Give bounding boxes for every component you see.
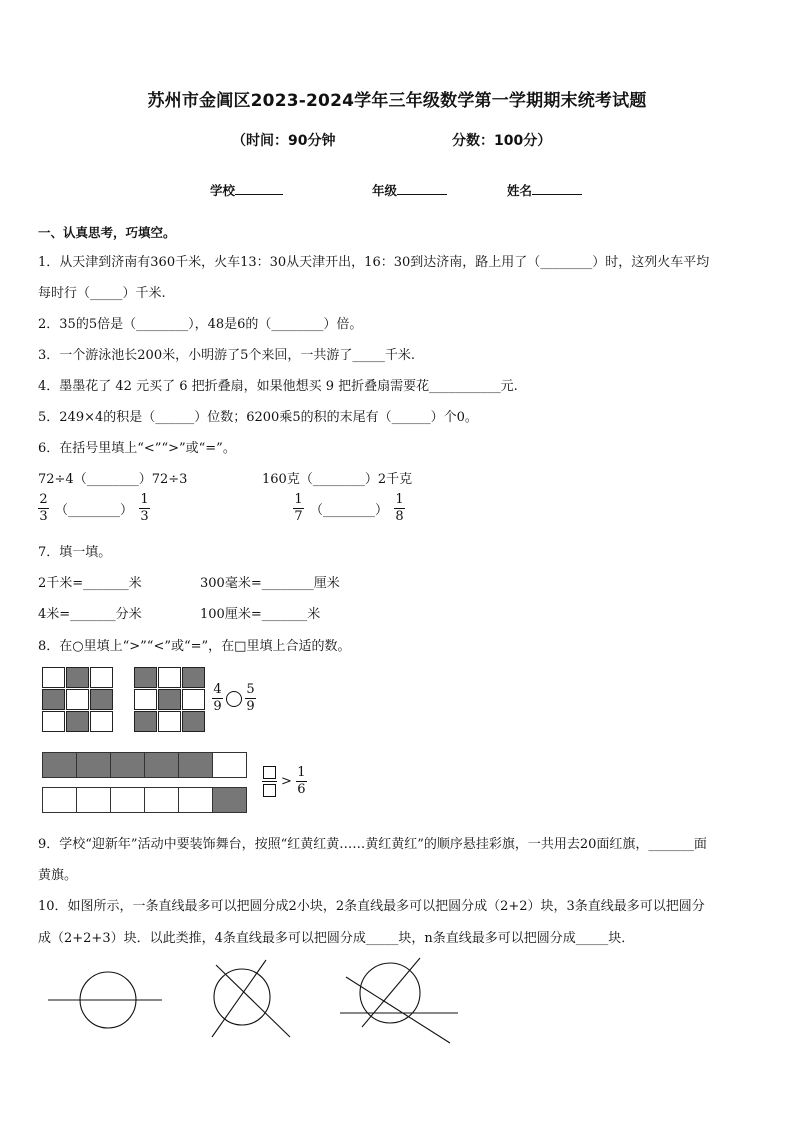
fraction-compare	[212, 682, 256, 715]
question-1-line-2: 每时行（_____）千米.	[38, 286, 166, 301]
fraction: $\frac{2}{3}$	[39, 492, 48, 524]
name-label: 姓名	[507, 183, 533, 198]
question-1-line-1: 1．从天津到济南有360千米，火车13：30从天津开出，16：30到达济南，路上用了（________）时，这列火车平均	[38, 255, 710, 270]
question-9-line-2: 黄旗。	[38, 868, 78, 883]
question-6-a: 72÷4（________）72÷3	[38, 472, 188, 487]
question-10-line-1: 10．如图所示，一条直线最多可以把圆分成2小块，2条直线最多可以把圆分成（2+2）块，3条直线最多可以把圆分	[38, 899, 705, 914]
question-7-c: 4米=_______分米	[38, 607, 142, 622]
compare-circle[interactable]	[225, 690, 243, 708]
question-7-a: 2千米=_______米	[38, 576, 142, 591]
exam-time: （时间：90分钟	[232, 133, 336, 149]
grade-blank[interactable]	[397, 182, 447, 195]
school-field[interactable]	[210, 181, 283, 199]
question-8-prompt: 8．在○里填上“>”“<”或“=”，在□里填上合适的数。	[38, 639, 351, 654]
fraction: $\frac{5}{9}$	[246, 682, 255, 714]
question-5: 5．249×4的积是（______）位数；6200乘5的积的末尾有（______）个0。	[38, 410, 478, 425]
grade-label: 年级	[372, 183, 398, 198]
grade-field[interactable]	[372, 181, 447, 199]
question-10-line-2: 成（2+2+3）块．以此类推，4条直线最多可以把圆分成_____块，n条直线最多可以把圆分成_____块．	[38, 931, 635, 946]
fraction: $\frac{1}{7}$	[294, 492, 303, 524]
question-4: 4．墨墨花了 42 元买了 6 把折叠扇，如果他想买 9 把折叠扇需要花___________元.	[38, 379, 518, 394]
circle-two-lines	[212, 960, 290, 1037]
question-7-b: 300毫米=________厘米	[200, 576, 340, 591]
name-blank[interactable]	[532, 182, 582, 195]
question-3: 3．一个游泳池长200米，小明游了5个来回，一共游了_____千米.	[38, 348, 415, 363]
question-6-d	[293, 492, 405, 525]
page-title: 苏州市金阊区2023-2024学年三年级数学第一学期期末统考试题	[147, 91, 647, 111]
section-heading: 一、认真思考，巧填空。	[38, 225, 176, 240]
fraction: $\frac{1}{6}$	[297, 765, 306, 797]
circle-one-line	[48, 972, 162, 1028]
fraction: $\frac{1}{3}$	[140, 492, 149, 524]
name-field[interactable]	[507, 181, 582, 199]
box-fraction[interactable]	[262, 766, 277, 797]
greater-than-sign: >	[281, 774, 292, 789]
compare-blank[interactable]: （________）	[310, 503, 389, 518]
question-6-c	[38, 492, 150, 525]
fraction: $\frac{1}{8}$	[395, 492, 404, 524]
strip-figure-top	[42, 752, 246, 778]
compare-blank[interactable]: （________）	[55, 503, 134, 518]
circle-line-figures	[40, 955, 470, 1050]
school-label: 学校	[210, 183, 236, 198]
question-9-line-1: 9．学校“迎新年”活动中要装饰舞台，按照“红黄红黄……黄红黄红”的顺序悬挂彩旗，一共用去20面红旗，_______面	[38, 837, 707, 852]
question-7-d: 100厘米=_______米	[200, 607, 321, 622]
box-fraction-compare	[262, 765, 307, 798]
circle-three-lines	[340, 958, 458, 1043]
strip-figure-bottom	[42, 787, 246, 813]
school-blank[interactable]	[235, 182, 283, 195]
question-6-b: 160克（________）2千克	[262, 472, 413, 487]
question-6-prompt: 6．在括号里填上“<”“>”或“=”。	[38, 441, 236, 456]
question-7-prompt: 7．填一填。	[38, 545, 112, 560]
question-2: 2．35的5倍是（________），48是6的（________）倍。	[38, 317, 363, 332]
exam-score: 分数：100分）	[452, 133, 552, 149]
fraction: $\frac{4}{9}$	[213, 682, 222, 714]
